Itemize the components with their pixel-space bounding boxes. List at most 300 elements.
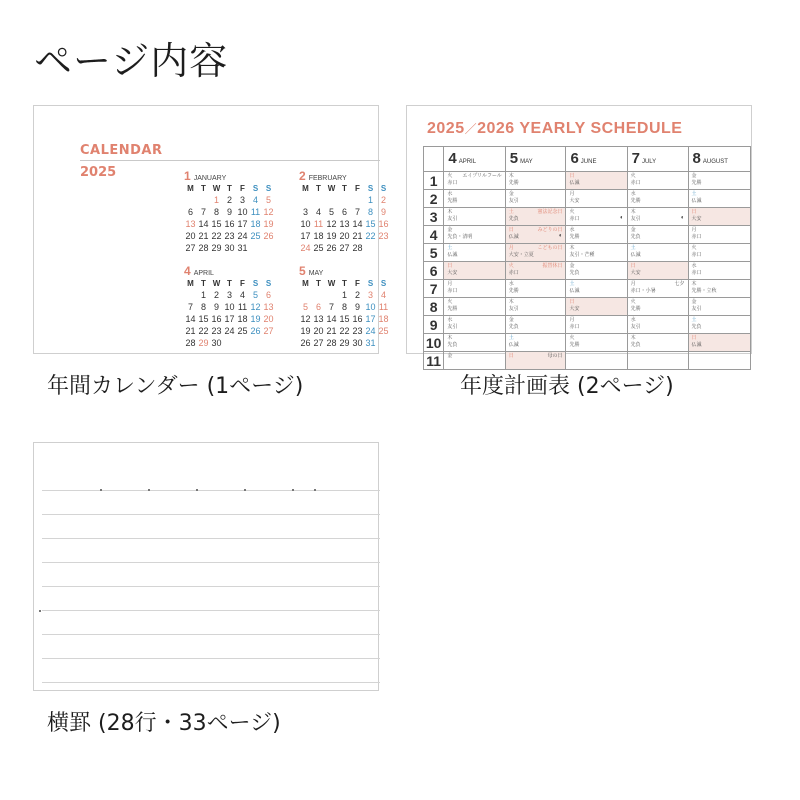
schedule-day-cell[interactable] — [566, 316, 627, 334]
calendar-day: 10 — [300, 219, 311, 229]
schedule-row — [424, 352, 751, 370]
schedule-day-cell[interactable] — [688, 172, 750, 190]
calendar-day: 18 — [237, 314, 248, 324]
schedule-weekday: 日 — [508, 227, 514, 233]
calendar-day: 2 — [213, 290, 219, 300]
calendar-day: 29 — [339, 338, 350, 348]
schedule-weekday: 金 — [569, 263, 575, 269]
schedule-day-number: 5 — [424, 244, 444, 262]
calendar-day: 15 — [365, 219, 376, 229]
calendar-day: 14 — [198, 219, 209, 229]
ruled-line — [42, 586, 380, 587]
ruled-page-thumbnail[interactable] — [33, 442, 379, 691]
schedule-event: こどもの日 — [537, 245, 563, 251]
schedule-row — [424, 208, 751, 226]
schedule-day-cell[interactable] — [627, 172, 688, 190]
schedule-day-cell[interactable] — [688, 298, 750, 316]
calendar-weekday-header: S — [265, 279, 272, 288]
schedule-rokuyo: 仏滅 — [508, 234, 519, 240]
calendar-weekday-header: T — [201, 184, 206, 193]
calendar-day: 5 — [252, 290, 258, 300]
schedule-day-cell[interactable] — [566, 208, 627, 226]
schedule-table — [423, 146, 751, 370]
schedule-day-cell[interactable] — [444, 298, 505, 316]
calendar-month-number: 1 — [184, 169, 191, 183]
calendar-day: 6 — [341, 207, 347, 217]
schedule-day-cell[interactable] — [688, 262, 750, 280]
calendar-day: 13 — [313, 314, 324, 324]
calendar-day — [299, 195, 312, 206]
schedule-weekday: 金 — [630, 227, 636, 233]
calendar-day: 1 — [341, 290, 347, 300]
schedule-day-cell[interactable] — [566, 244, 627, 262]
calendar-day: 12 — [263, 207, 274, 217]
schedule-weekday: 金 — [691, 299, 697, 305]
calendar-day: 27 — [339, 243, 350, 253]
schedule-weekday: 月 — [447, 281, 453, 287]
calendar-day: 4 — [239, 290, 245, 300]
calendar-weekday-header: T — [316, 184, 321, 193]
calendar-day: 15 — [339, 314, 350, 324]
schedule-day-cell[interactable] — [627, 334, 688, 352]
schedule-weekday: 金 — [508, 317, 514, 323]
schedule-rokuyo: 先勝 — [569, 234, 580, 240]
calendar-day — [338, 195, 351, 206]
calendar-day: 20 — [339, 231, 350, 241]
schedule-month-number: 8 — [692, 150, 701, 167]
schedule-month-number: 6 — [570, 150, 579, 167]
schedule-day-cell[interactable] — [566, 262, 627, 280]
calendar-day: 26 — [263, 231, 274, 241]
schedule-rokuyo: 大安・立夏 — [508, 252, 534, 258]
schedule-weekday: 月 — [508, 245, 514, 251]
ruled-caption: 横罫 (28行・33ページ) — [47, 711, 281, 736]
schedule-day-cell[interactable] — [688, 334, 750, 352]
schedule-weekday: 水 — [630, 317, 636, 323]
moon-phase-icon: ◐ — [558, 233, 563, 239]
calendar-day: 6 — [265, 290, 271, 300]
calendar-day: 31 — [365, 338, 376, 348]
calendar-month-number: 5 — [299, 264, 306, 278]
schedule-day-cell[interactable] — [505, 262, 566, 280]
schedule-month-header — [505, 147, 566, 172]
schedule-day-cell[interactable] — [444, 226, 505, 244]
calendar-day: 28 — [185, 338, 196, 348]
calendar-day — [262, 243, 275, 254]
schedule-month-name: JULY — [641, 159, 657, 165]
schedule-day-cell[interactable] — [627, 244, 688, 262]
schedule-weekday: 木 — [569, 245, 575, 251]
schedule-corner-cell — [424, 147, 444, 172]
ruled-guide-dot — [196, 489, 198, 491]
schedule-rokuyo: 先勝 — [630, 306, 641, 312]
schedule-day-number: 2 — [424, 190, 444, 208]
schedule-event: 憲法記念日 — [537, 209, 563, 215]
schedule-day-cell[interactable] — [627, 298, 688, 316]
schedule-rokuyo: 先負 — [447, 342, 458, 348]
calendar-day: 12 — [250, 302, 261, 312]
schedule-rokuyo: 先勝 — [508, 288, 519, 294]
calendar-day: 27 — [185, 243, 196, 253]
calendar-weekday-header: S — [252, 184, 259, 193]
calendar-day: 25 — [250, 231, 261, 241]
schedule-row — [424, 316, 751, 334]
schedule-day-cell[interactable] — [505, 352, 566, 370]
schedule-day-cell[interactable] — [566, 190, 627, 208]
schedule-rokuyo: 大安 — [447, 270, 458, 276]
schedule-rokuyo: 先負 — [569, 270, 580, 276]
schedule-day-number: 11 — [424, 352, 444, 370]
schedule-rokuyo: 赤口 — [630, 180, 641, 186]
schedule-day-cell[interactable] — [505, 280, 566, 298]
schedule-day-cell[interactable] — [505, 172, 566, 190]
calendar-weekday-header: W — [327, 184, 336, 193]
calendar-day: 24 — [365, 326, 376, 336]
calendar-day: 19 — [300, 326, 311, 336]
calendar-day: 11 — [250, 207, 261, 217]
calendar-day: 27 — [263, 326, 274, 336]
calendar-month-label: FEBRUARY — [308, 175, 347, 182]
calendar-day: 8 — [213, 207, 219, 217]
schedule-month-name: JUNE — [580, 159, 597, 165]
schedule-weekday: 土 — [508, 209, 514, 215]
schedule-rokuyo: 友引 — [630, 324, 641, 330]
schedule-day-number: 1 — [424, 172, 444, 190]
moon-phase-icon: ◐ — [680, 215, 685, 221]
schedule-day-cell[interactable] — [566, 280, 627, 298]
schedule-month-name: AUGUST — [702, 159, 728, 165]
calendar-day: 24 — [300, 243, 311, 253]
schedule-day-cell[interactable] — [627, 262, 688, 280]
schedule-weekday: 金 — [447, 353, 453, 359]
calendar-day — [299, 290, 312, 301]
calendar-day: 13 — [185, 219, 196, 229]
schedule-day-cell[interactable] — [688, 280, 750, 298]
schedule-weekday: 火 — [630, 173, 636, 179]
calendar-day: 9 — [380, 207, 386, 217]
schedule-day-cell[interactable] — [505, 226, 566, 244]
ruled-line — [42, 658, 380, 659]
calendar-month-january — [184, 169, 276, 254]
calendar-day — [262, 338, 275, 349]
calendar-weekday-header: T — [227, 279, 232, 288]
calendar-day — [312, 290, 325, 301]
calendar-month-label: MAY — [308, 270, 324, 277]
schedule-day-cell[interactable] — [566, 334, 627, 352]
schedule-day-cell[interactable] — [505, 316, 566, 334]
calendar-day — [377, 338, 390, 349]
calendar-day: 11 — [313, 219, 324, 229]
schedule-weekday: 土 — [569, 281, 575, 287]
schedule-day-cell[interactable] — [505, 208, 566, 226]
schedule-rokuyo: 先負 — [630, 234, 641, 240]
schedule-day-cell[interactable] — [688, 208, 750, 226]
schedule-rokuyo: 友引 — [508, 306, 519, 312]
schedule-rokuyo: 友引 — [630, 216, 641, 222]
calendar-day: 13 — [339, 219, 350, 229]
schedule-weekday: 土 — [508, 335, 514, 341]
calendar-weekday-header: S — [367, 279, 374, 288]
schedule-month-header — [444, 147, 505, 172]
calendar-day: 3 — [302, 207, 308, 217]
schedule-weekday: 木 — [630, 209, 636, 215]
schedule-rokuyo: 赤口 — [691, 252, 702, 258]
schedule-day-cell[interactable] — [444, 316, 505, 334]
calendar-day: 9 — [354, 302, 360, 312]
calendar-day: 15 — [198, 314, 209, 324]
schedule-day-cell[interactable] — [505, 334, 566, 352]
schedule-day-cell[interactable] — [566, 172, 627, 190]
schedule-rokuyo: 友引 — [447, 216, 458, 222]
schedule-event: 振替休日 — [542, 263, 563, 269]
calendar-day: 28 — [198, 243, 209, 253]
calendar-day: 24 — [237, 231, 248, 241]
schedule-weekday: 月 — [569, 191, 575, 197]
calendar-day: 12 — [300, 314, 311, 324]
schedule-rokuyo: 先勝 — [630, 198, 641, 204]
calendar-weekday-header: M — [187, 184, 194, 193]
schedule-month-header — [688, 147, 750, 172]
calendar-month-grid — [299, 183, 391, 254]
schedule-row — [424, 190, 751, 208]
calendar-day: 21 — [185, 326, 196, 336]
calendar-day: 22 — [339, 326, 350, 336]
schedule-month-header — [566, 147, 627, 172]
calendar-month-grid — [184, 183, 276, 254]
ruled-line — [42, 490, 380, 491]
calendar-day: 25 — [378, 326, 389, 336]
schedule-rokuyo: 先勝・立秋 — [691, 288, 717, 294]
calendar-month-name — [184, 169, 276, 183]
schedule-caption: 年度計画表 (2ページ) — [460, 374, 674, 399]
calendar-month-number: 4 — [184, 264, 191, 278]
calendar-month-name — [184, 264, 276, 278]
schedule-weekday: 金 — [691, 173, 697, 179]
schedule-rokuyo: 大安 — [569, 198, 580, 204]
schedule-rokuyo: 友引 — [447, 324, 458, 330]
schedule-weekday: 月 — [630, 281, 636, 287]
calendar-weekday-header: T — [201, 279, 206, 288]
schedule-rokuyo: 赤口 — [569, 324, 580, 330]
schedule-weekday: 水 — [447, 191, 453, 197]
schedule-day-cell[interactable] — [566, 226, 627, 244]
schedule-day-cell[interactable] — [444, 208, 505, 226]
ruled-line — [42, 634, 380, 635]
moon-phase-icon: ◐ — [619, 215, 624, 221]
calendar-weekday-header: W — [212, 184, 221, 193]
ruled-guide-dot — [148, 489, 150, 491]
calendar-weekday-header: F — [240, 184, 245, 193]
schedule-weekday: 木 — [630, 335, 636, 341]
calendar-day: 1 — [213, 195, 219, 205]
schedule-day-cell[interactable] — [688, 352, 750, 370]
schedule-day-cell[interactable] — [627, 208, 688, 226]
schedule-rokuyo: 友引・芒種 — [569, 252, 595, 258]
schedule-rokuyo: 先負 — [691, 324, 702, 330]
schedule-weekday: 火 — [630, 299, 636, 305]
calendar-weekday-header: M — [302, 279, 309, 288]
calendar-day: 4 — [252, 195, 258, 205]
yearly-schedule-thumbnail[interactable] — [406, 105, 752, 369]
schedule-day-cell[interactable] — [505, 244, 566, 262]
ruled-line — [42, 538, 380, 539]
calendar-day: 11 — [378, 302, 389, 312]
schedule-rokuyo: 仏滅 — [569, 180, 580, 186]
calendar-day: 8 — [341, 302, 347, 312]
calendar-caption: 年間カレンダー (1ページ) — [47, 374, 304, 399]
calendar-month-number: 2 — [299, 169, 306, 183]
schedule-day-cell[interactable] — [688, 244, 750, 262]
calendar-day: 30 — [224, 243, 235, 253]
schedule-rokuyo: 大安 — [691, 216, 702, 222]
calendar-page-thumbnail[interactable] — [33, 105, 389, 354]
schedule-rokuyo: 赤口・小暑 — [630, 288, 656, 294]
calendar-day: 2 — [354, 290, 360, 300]
calendar-day — [197, 195, 210, 206]
calendar-day: 18 — [378, 314, 389, 324]
calendar-day: 24 — [224, 326, 235, 336]
calendar-day: 16 — [352, 314, 363, 324]
calendar-day: 16 — [378, 219, 389, 229]
calendar-day — [351, 195, 364, 206]
schedule-day-cell[interactable] — [505, 190, 566, 208]
schedule-row — [424, 172, 751, 190]
schedule-rokuyo: 先勝 — [569, 342, 580, 348]
calendar-weekday-header: F — [355, 184, 360, 193]
schedule-weekday: 月 — [691, 227, 697, 233]
calendar-weekday-header: S — [252, 279, 259, 288]
calendar-day: 14 — [185, 314, 196, 324]
calendar-day: 6 — [315, 302, 321, 312]
schedule-month-number: 7 — [631, 150, 640, 167]
calendar-month-name — [299, 264, 391, 278]
schedule-event: 七夕 — [674, 281, 685, 287]
schedule-weekday: 土 — [691, 191, 697, 197]
schedule-weekday: 木 — [508, 299, 514, 305]
schedule-day-cell[interactable] — [688, 316, 750, 334]
schedule-title-year2: 2026 — [477, 120, 515, 137]
schedule-day-cell[interactable] — [505, 298, 566, 316]
calendar-month-grid — [299, 278, 391, 349]
calendar-day: 27 — [313, 338, 324, 348]
calendar-day: 15 — [211, 219, 222, 229]
schedule-day-cell[interactable] — [627, 316, 688, 334]
schedule-rokuyo: 赤口 — [447, 288, 458, 294]
schedule-rokuyo: 先勝 — [447, 198, 458, 204]
calendar-day: 23 — [378, 231, 389, 241]
schedule-day-number: 6 — [424, 262, 444, 280]
calendar-day: 25 — [313, 243, 324, 253]
schedule-event: みどりの日 — [537, 227, 563, 233]
calendar-day — [312, 195, 325, 206]
ruled-guide-dot — [292, 489, 294, 491]
schedule-row — [424, 298, 751, 316]
calendar-month-name — [299, 169, 391, 183]
schedule-rokuyo: 先負・清明 — [447, 234, 473, 240]
calendar-day: 17 — [237, 219, 248, 229]
schedule-day-cell[interactable] — [444, 280, 505, 298]
schedule-rokuyo: 赤口 — [508, 270, 519, 276]
calendar-weekday-header: T — [342, 279, 347, 288]
calendar-divider — [80, 160, 380, 161]
schedule-weekday: 日 — [691, 335, 697, 341]
schedule-weekday: 木 — [447, 335, 453, 341]
calendar-day: 10 — [224, 302, 235, 312]
schedule-weekday: 金 — [447, 227, 453, 233]
schedule-day-cell[interactable] — [627, 226, 688, 244]
schedule-rokuyo: 先勝 — [447, 306, 458, 312]
schedule-weekday: 月 — [569, 317, 575, 323]
calendar-day — [236, 338, 249, 349]
schedule-row — [424, 280, 751, 298]
calendar-day: 11 — [237, 302, 248, 312]
schedule-day-cell[interactable] — [444, 334, 505, 352]
calendar-day: 5 — [328, 207, 334, 217]
calendar-day: 2 — [380, 195, 386, 205]
schedule-weekday: 日 — [508, 353, 514, 359]
calendar-day: 26 — [300, 338, 311, 348]
schedule-day-cell[interactable] — [627, 190, 688, 208]
schedule-day-cell[interactable] — [627, 352, 688, 370]
calendar-day: 20 — [185, 231, 196, 241]
calendar-day: 8 — [367, 207, 373, 217]
calendar-day: 7 — [328, 302, 334, 312]
schedule-day-cell[interactable] — [566, 352, 627, 370]
calendar-day: 13 — [263, 302, 274, 312]
schedule-day-cell[interactable] — [444, 244, 505, 262]
calendar-day: 28 — [352, 243, 363, 253]
schedule-day-number: 10 — [424, 334, 444, 352]
calendar-day: 21 — [352, 231, 363, 241]
schedule-rokuyo: 仏滅 — [447, 252, 458, 258]
schedule-day-cell[interactable] — [566, 298, 627, 316]
schedule-weekday: 火 — [447, 173, 453, 179]
schedule-day-cell[interactable] — [444, 262, 505, 280]
schedule-rokuyo: 友引 — [691, 306, 702, 312]
schedule-rokuyo: 仏滅 — [508, 342, 519, 348]
schedule-day-cell[interactable] — [444, 352, 505, 370]
schedule-day-cell[interactable] — [444, 190, 505, 208]
schedule-day-cell[interactable] — [688, 190, 750, 208]
schedule-weekday: 土 — [630, 245, 636, 251]
ruled-line — [42, 562, 380, 563]
calendar-day — [249, 338, 262, 349]
calendar-day: 22 — [198, 326, 209, 336]
calendar-day: 7 — [354, 207, 360, 217]
schedule-rokuyo: 赤口 — [691, 234, 702, 240]
calendar-weekday-header: F — [240, 279, 245, 288]
schedule-row — [424, 226, 751, 244]
schedule-weekday: 火 — [569, 335, 575, 341]
schedule-weekday: 水 — [569, 227, 575, 233]
schedule-rokuyo: 先負 — [508, 216, 519, 222]
schedule-day-cell[interactable] — [627, 280, 688, 298]
schedule-rokuyo: 仏滅 — [691, 342, 702, 348]
schedule-header-row — [424, 147, 751, 172]
schedule-day-cell[interactable] — [444, 172, 505, 190]
schedule-weekday: 水 — [447, 317, 453, 323]
calendar-weekday-header: S — [265, 184, 272, 193]
calendar-day: 19 — [263, 219, 274, 229]
calendar-day: 29 — [198, 338, 209, 348]
calendar-day: 18 — [313, 231, 324, 241]
calendar-day: 16 — [211, 314, 222, 324]
schedule-month-number: 4 — [448, 150, 457, 167]
schedule-weekday: 水 — [630, 191, 636, 197]
schedule-weekday: 日 — [569, 299, 575, 305]
schedule-title-slash: ／ — [464, 122, 478, 136]
schedule-day-cell[interactable] — [688, 226, 750, 244]
